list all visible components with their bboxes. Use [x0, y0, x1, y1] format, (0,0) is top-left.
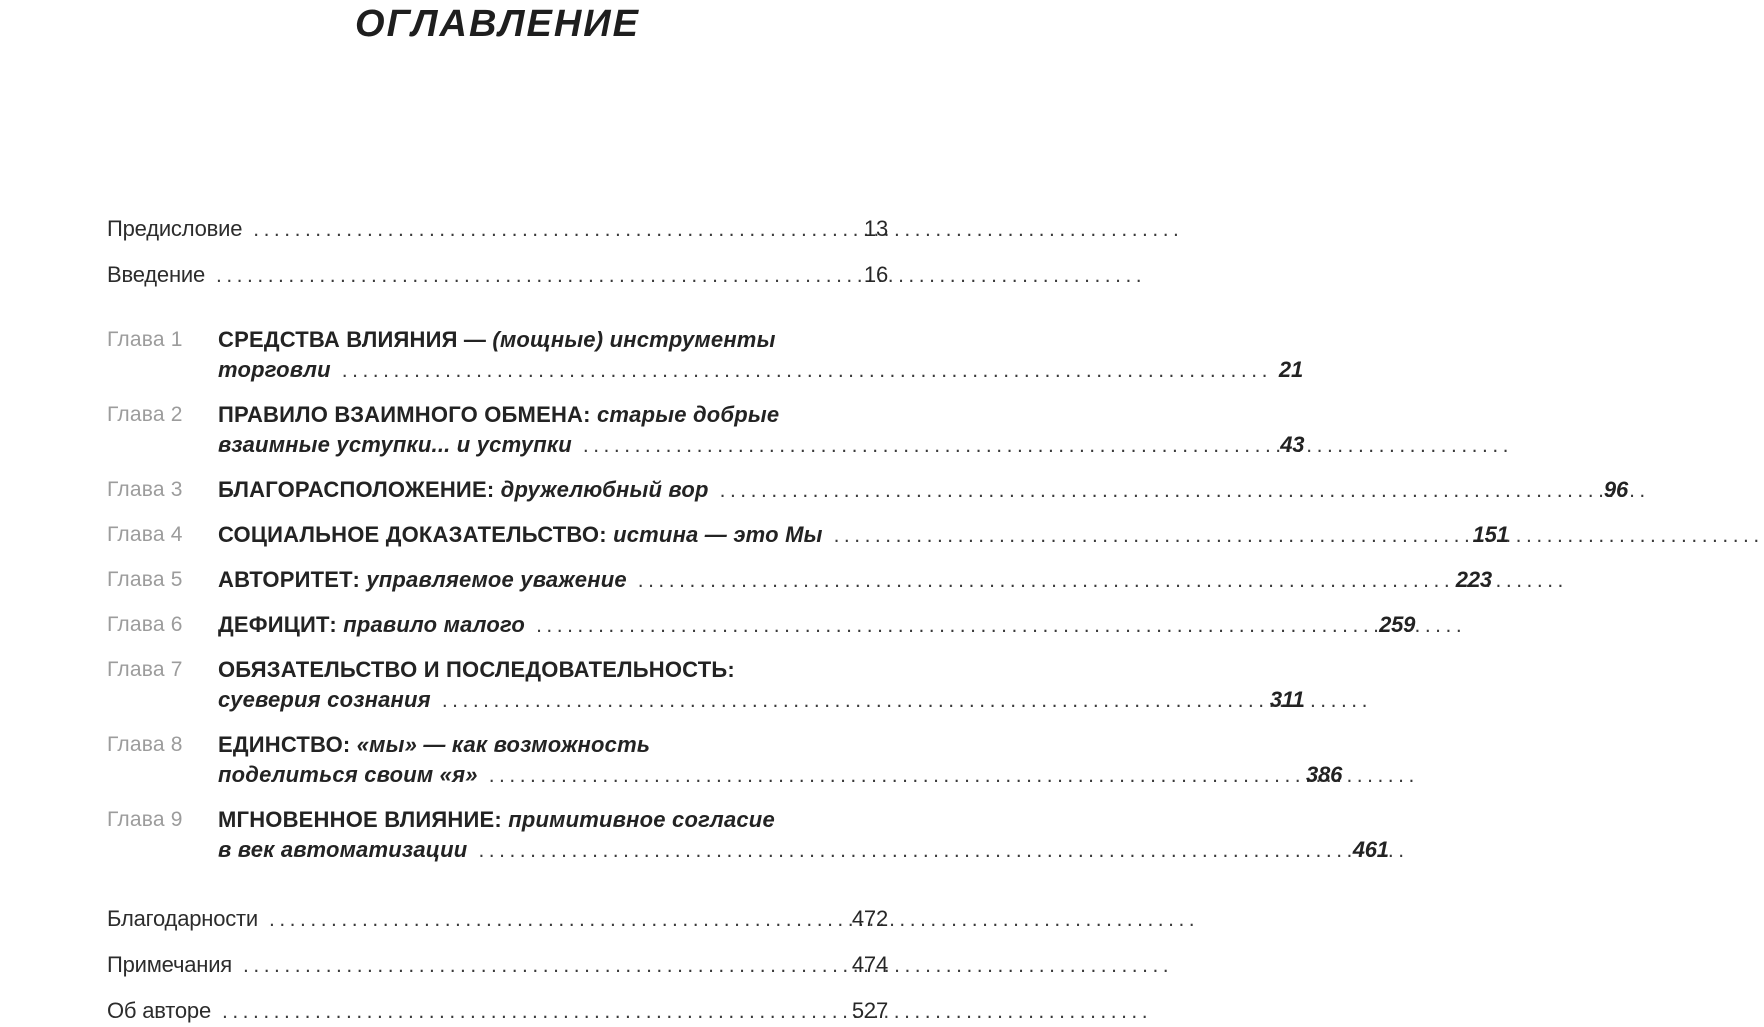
page-number: 21 — [1278, 357, 1303, 382]
chapter-title-text: МГНОВЕННОЕ ВЛИЯНИЕ: — [218, 807, 509, 832]
dot-leader — [243, 950, 845, 981]
page-number: 151 — [1472, 522, 1509, 547]
chapter-label: Глава 5 — [107, 568, 183, 591]
page-number: 461 — [1352, 837, 1389, 862]
chapter-entry — [107, 325, 1303, 386]
chapter-title-line — [218, 730, 1342, 760]
page-number: 472 — [851, 906, 888, 931]
chapter-entry — [107, 805, 1389, 866]
page-number: 223 — [1455, 567, 1492, 592]
chapter-title-line — [218, 760, 1342, 791]
chapter-label: Глава 7 — [107, 658, 183, 681]
page-number: 259 — [1379, 612, 1416, 637]
dot-leader — [583, 431, 1273, 461]
chapter-title-line — [218, 685, 1304, 716]
chapter-title-line — [218, 400, 1304, 430]
chapter-title-block — [218, 805, 1389, 866]
chapter-title-text: СРЕДСТВА ВЛИЯНИЯ — — [218, 327, 493, 352]
toc-row-label: Предисловие — [107, 216, 243, 241]
chapter-title-block — [218, 520, 1509, 551]
dot-leader — [478, 836, 1345, 866]
chapter-title-text: СОЦИАЛЬНОЕ ДОКАЗАТЕЛЬСТВО: — [218, 522, 614, 547]
chapter-title-text: БЛАГОРАСПОЛОЖЕНИЕ: — [218, 477, 501, 502]
page-number: 43 — [1280, 432, 1305, 457]
chapter-label: Глава 6 — [107, 613, 183, 636]
chapter-entry — [107, 730, 1343, 791]
chapter-title-block — [218, 325, 1303, 386]
chapter-title-line — [218, 520, 1509, 551]
chapter-subtitle-text: (мощные) инструменты — [492, 327, 776, 352]
chapter-title-block — [218, 565, 1492, 596]
chapter-label: Глава 1 — [107, 328, 183, 351]
chapter-label: Глава 9 — [107, 808, 183, 831]
chapter-title-block — [218, 610, 1415, 641]
dot-leader — [253, 214, 857, 245]
toc-row-label: Благодарности — [107, 906, 259, 931]
chapter-label: Глава 8 — [107, 733, 183, 756]
chapter-entry — [107, 610, 1416, 641]
chapter-subtitle-text: поделиться своим «я» — [218, 762, 478, 787]
chapter-label: Глава 4 — [107, 523, 183, 546]
chapter-title-text: ОБЯЗАТЕЛЬСТВО И ПОСЛЕДОВАТЕЛЬНОСТЬ: — [218, 657, 735, 682]
chapter-entry — [107, 565, 1492, 596]
chapter-title-block — [218, 730, 1342, 791]
dot-leader — [222, 996, 845, 1027]
chapter-title-block — [218, 655, 1304, 716]
chapter-title-line — [218, 655, 1304, 685]
chapter-subtitle-text: торговли — [218, 357, 331, 382]
toc-row — [107, 259, 888, 291]
dot-leader — [720, 476, 1597, 506]
chapter-entry — [107, 520, 1509, 551]
chapter-entry — [107, 655, 1305, 716]
chapter-title-block — [218, 400, 1304, 461]
chapter-subtitle-text: взаимные уступки... и уступки — [218, 432, 572, 457]
chapter-subtitle-text: суеверия сознания — [218, 687, 431, 712]
chapter-title-line — [218, 805, 1389, 835]
page-number: 527 — [851, 998, 888, 1023]
chapter-subtitle-text: примитивное согласие — [508, 807, 775, 832]
chapter-subtitle-text: управляемое уважение — [366, 567, 627, 592]
chapter-title-line — [218, 610, 1415, 641]
chapter-entry — [107, 400, 1305, 461]
toc-row-label: Примечания — [107, 952, 233, 977]
chapter-subtitle-text: «мы» — как возможность — [356, 732, 651, 757]
chapter-title-line — [218, 430, 1304, 461]
page-number: 386 — [1306, 762, 1343, 787]
dot-leader — [216, 260, 857, 291]
page-number: 16 — [863, 262, 888, 287]
chapter-title-text: ЕДИНСТВО: — [218, 732, 357, 757]
toc-row-label: Об авторе — [107, 998, 211, 1023]
toc-row — [107, 213, 888, 245]
chapter-label: Глава 3 — [107, 478, 183, 501]
chapter-label: Глава 2 — [107, 403, 183, 426]
chapter-title-line — [218, 835, 1389, 866]
dot-leader — [442, 686, 1263, 716]
dot-leader — [834, 521, 1466, 551]
chapter-title-line — [218, 325, 1303, 355]
chapter-title-text: АВТОРИТЕТ: — [218, 567, 367, 592]
chapter-title-text: ДЕФИЦИТ: — [218, 612, 344, 637]
dot-leader — [638, 566, 1449, 596]
chapter-subtitle-text: в век автоматизации — [218, 837, 468, 862]
toc-row — [107, 903, 888, 935]
dot-leader — [269, 904, 845, 935]
toc-row-label: Введение — [107, 262, 206, 287]
chapter-subtitle-text: истина — это Мы — [613, 522, 823, 547]
page-number: 13 — [863, 216, 888, 241]
front-matter-section — [107, 213, 888, 291]
back-matter-section — [107, 903, 888, 1027]
chapter-subtitle-text: дружелюбный вор — [500, 477, 709, 502]
page-number: 96 — [1603, 477, 1628, 502]
dot-leader — [342, 356, 1272, 386]
toc-row — [107, 995, 888, 1027]
chapter-subtitle-text: правило малого — [343, 612, 526, 637]
chapter-title-line — [218, 565, 1492, 596]
dot-leader — [489, 761, 1299, 791]
page-number: 311 — [1269, 687, 1305, 712]
page-number: 474 — [851, 952, 888, 977]
chapter-title-text: ПРАВИЛО ВЗАИМНОГО ОБМЕНА: — [218, 402, 597, 427]
page-title: ОГЛАВЛЕНИЕ — [355, 3, 640, 45]
dot-leader — [536, 611, 1372, 641]
chapter-subtitle-text: старые добрые — [596, 402, 780, 427]
chapters-section — [107, 325, 1628, 866]
chapter-entry — [107, 475, 1628, 506]
chapter-title-line — [218, 355, 1303, 386]
chapter-title-line — [218, 475, 1628, 506]
chapter-title-block — [218, 475, 1628, 506]
toc-row — [107, 949, 888, 981]
